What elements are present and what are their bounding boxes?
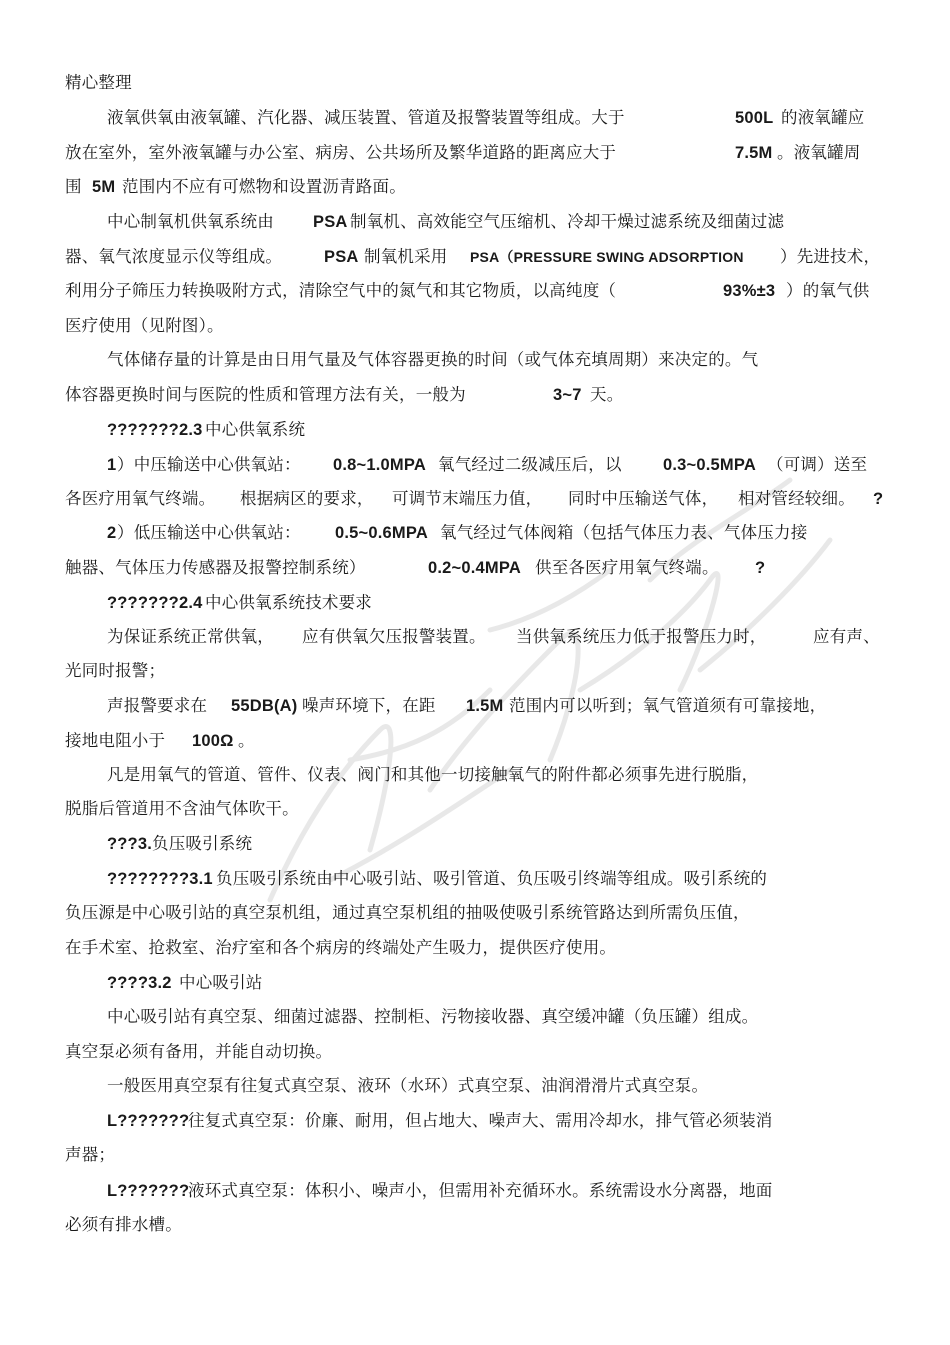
paragraph-text: 供至各医疗用氧气终端。 [535,558,719,577]
paragraph-text: 利用分子筛压力转换吸附方式，清除空气中的氮气和其它物质，以高纯度（ [65,281,617,300]
paragraph-value: 93%±3 [723,282,776,300]
paragraph-text: 器、氧气浓度显示仪等组成。 [65,247,283,266]
paragraph-text: 制氧机、高效能空气压缩机、冷却干燥过滤系统及细菌过滤 [350,212,785,231]
paragraph-value: 1.5M [466,697,504,715]
paragraph-text: 当供氧系统压力低于报警压力时， [516,627,767,646]
paragraph-text: 氧气经过二级减压后，以 [438,455,622,474]
paragraph-text: ）先进技术， [780,247,881,266]
paragraph-text: 相对管经较细。 [738,489,855,508]
paragraph-value: PSA [324,248,359,266]
paragraph-text: ）中压输送中心供氧站： [117,455,301,474]
paragraph-text: 中心制氧机供氧系统由 [107,212,274,231]
paragraph-value: 500L [735,109,774,127]
paragraph-text: 体容器更换时间与医院的性质和管理方法有关，一般为 [65,385,466,404]
paragraph-text: 接地电阻小于 [65,731,166,750]
paragraph-text: 围 [65,177,82,196]
paragraph-text: 天。 [590,385,624,404]
paragraph-mark: ? [873,490,884,508]
paragraph-text: 脱脂后管道用不含油气体吹干。 [65,799,299,818]
paragraph-text: 范围内可以听到；氧气管道须有可靠接地， [509,696,827,715]
paragraph-text: 制氧机采用 [364,247,448,266]
paragraph-text: 各医疗用氧气终端。 [65,489,216,508]
paragraph-text: 真空泵必须有备用，并能自动切换。 [65,1042,333,1061]
paragraph-text: 为保证系统正常供氧， [107,627,274,646]
paragraph-text: 应有供氧欠压报警装置。 [302,627,486,646]
paragraph-text: 光同时报警； [65,661,166,680]
paragraph-text: 声报警要求在 [107,696,208,715]
paragraph-text: 。 [238,731,255,750]
paragraph-text: 的液氧罐应 [781,108,865,127]
paragraph-text: 液氧供氧由液氧罐、汽化器、减压装置、管道及报警装置等组成。大于 [107,108,625,127]
paragraph-value: 0.3~0.5MPA [663,456,756,474]
paragraph-text: 放在室外，室外液氧罐与办公室、病房、公共场所及繁华道路的距离应大于 [65,143,617,162]
paragraph-text: （可调）送至 [767,455,868,474]
section-number: ????3.2 [107,974,172,992]
paragraph-mark: ? [755,559,766,577]
paragraph-text: 医疗使用（见附图）。 [65,316,224,335]
paragraph-value: 7.5M [735,144,773,162]
section-number: ????????3.1 [107,870,213,888]
paragraph-text: 触器、气体压力传感器及报警控制系统） [65,558,366,577]
paragraph-value: 3~7 [553,386,582,404]
list-marker: L??????? [107,1182,190,1200]
paragraph-text: 同时中压输送气体， [568,489,719,508]
paragraph-text: 应有声、 [813,627,880,646]
paragraph-text: 声器； [65,1145,116,1164]
paragraph-text: 气体储存量的计算是由日用气量及气体容器更换的时间（或气体充填周期）来决定的。气 [107,350,759,369]
paragraph-text: 范围内不应有可燃物和设置沥青路面。 [122,177,406,196]
section-heading: 中心吸引站 [179,973,263,992]
paragraph-text: ）低压输送中心供氧站： [117,523,301,542]
paragraph-value: 0.8~1.0MPA [333,456,426,474]
section-heading: 负压吸引系统 [152,834,253,853]
section-heading: 中心供氧系统技术要求 [205,593,372,612]
paragraph-text: 根据病区的要求， [240,489,374,508]
paragraph-text: 一般医用真空泵有往复式真空泵、液环（水环）式真空泵、油润滑滑片式真空泵。 [107,1076,709,1095]
paragraph-text: 氧气经过气体阀箱（包括气体压力表、气体压力接 [440,523,808,542]
paragraph-text: 液环式真空泵：体积小、噪声小，但需用补充循环水。系统需设水分离器，地面 [188,1181,773,1200]
list-marker: L??????? [107,1112,190,1130]
paragraph-text: 必须有排水槽。 [65,1215,182,1234]
section-heading: 中心供氧系统 [205,420,306,439]
section-number: ???3. [107,835,152,853]
paragraph-text: 可调节末端压力值， [392,489,543,508]
paragraph-value: PSA（PRESSURE SWING ADSORPTION [470,249,744,265]
paragraph-text: 负压源是中心吸引站的真空泵机组，通过真空泵机组的抽吸使吸引系统管路达到所需负压值， [65,903,750,922]
paragraph-value: 5M [92,178,116,196]
paragraph-value: 0.5~0.6MPA [335,524,428,542]
paragraph-text: 往复式真空泵：价廉、耐用，但占地大、噪声大、需用冷却水，排气管必须装消 [188,1111,773,1130]
page-header: 精心整理 [65,73,132,92]
list-number: 1 [107,456,117,474]
paragraph-value: 0.2~0.4MPA [428,559,521,577]
paragraph-value: PSA [313,213,348,231]
paragraph-text: 噪声环境下，在距 [302,696,436,715]
paragraph-text: 。液氧罐周 [777,143,861,162]
paragraph-text: 凡是用氧气的管道、管件、仪表、阀门和其他一切接触氧气的附件都必须事先进行脱脂， [107,765,759,784]
paragraph-text: 在手术室、抢救室、治疗室和各个病房的终端处产生吸力，提供医疗使用。 [65,938,617,957]
list-number: 2 [107,524,117,542]
section-number: ???????2.3 [107,421,203,439]
paragraph-value: 55DB(A) [231,697,298,715]
paragraph-text: ）的氧气供 [786,281,870,300]
paragraph-text: 中心吸引站有真空泵、细菌过滤器、控制柜、污物接收器、真空缓冲罐（负压罐）组成。 [107,1007,759,1026]
section-number: ???????2.4 [107,594,203,612]
paragraph-value: 100Ω [192,732,234,750]
paragraph-text: 负压吸引系统由中心吸引站、吸引管道、负压吸引终端等组成。吸引系统的 [216,869,768,888]
